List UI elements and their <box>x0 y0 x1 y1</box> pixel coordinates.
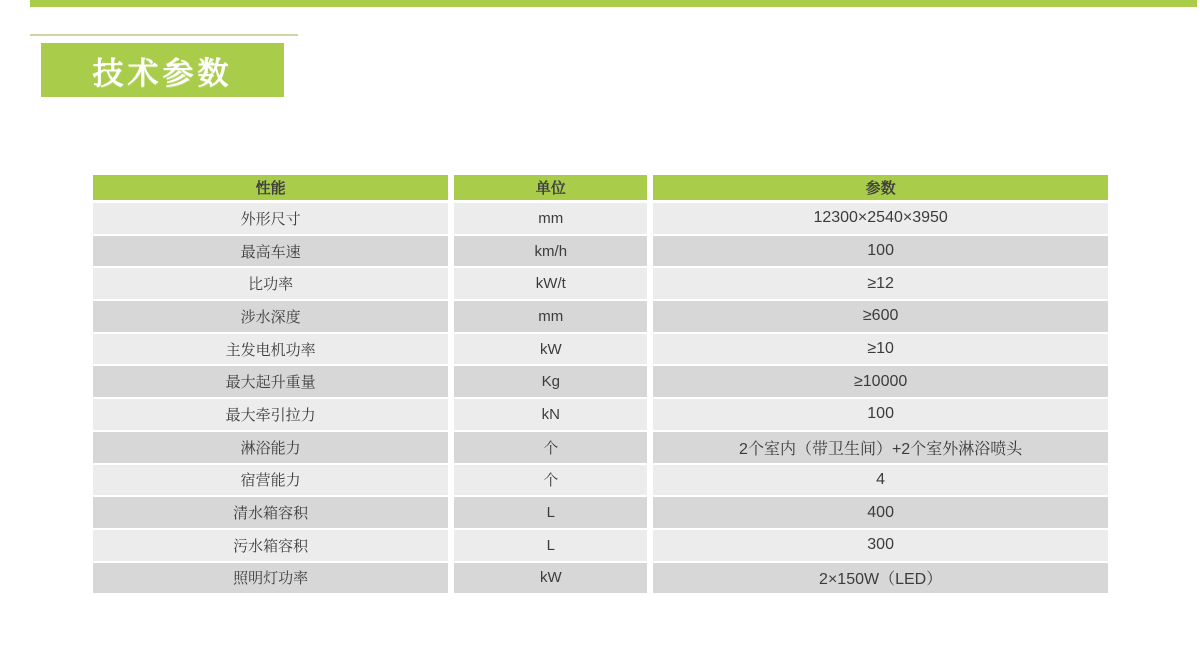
cell-performance: 清水箱容积 <box>93 497 454 530</box>
cell-parameter: 100 <box>653 236 1108 269</box>
cell-parameter: ≥600 <box>653 301 1108 334</box>
cell-unit: kW <box>454 563 653 596</box>
cell-unit: mm <box>454 203 653 236</box>
cell-performance: 最高车速 <box>93 236 454 269</box>
table-row <box>93 399 1108 432</box>
cell-parameter: 300 <box>653 530 1108 563</box>
cell-performance: 涉水深度 <box>93 301 454 334</box>
table-row <box>93 432 1108 465</box>
table-row <box>93 236 1108 269</box>
table-row <box>93 301 1108 334</box>
cell-unit: km/h <box>454 236 653 269</box>
cell-unit: mm <box>454 301 653 334</box>
cell-performance: 比功率 <box>93 268 454 301</box>
cell-unit: 个 <box>454 465 653 498</box>
table-row <box>93 366 1108 399</box>
cell-parameter: ≥10000 <box>653 366 1108 399</box>
cell-unit: kN <box>454 399 653 432</box>
cell-performance: 最大牵引拉力 <box>93 399 454 432</box>
cell-parameter: 4 <box>653 465 1108 498</box>
cell-unit: kW <box>454 334 653 367</box>
cell-unit: L <box>454 530 653 563</box>
page-title: 技术参数 <box>92 55 233 91</box>
cell-parameter: 100 <box>653 399 1108 432</box>
table-row <box>93 497 1108 530</box>
cell-performance: 污水箱容积 <box>93 530 454 563</box>
table-row <box>93 203 1108 236</box>
header-performance: 性能 <box>93 175 454 203</box>
table-row <box>93 530 1108 563</box>
cell-parameter: 2×150W（LED） <box>653 563 1108 596</box>
header-unit: 单位 <box>454 175 653 203</box>
cell-performance: 宿营能力 <box>93 465 454 498</box>
cell-unit: L <box>454 497 653 530</box>
table-header-row <box>93 175 1108 203</box>
title-badge <box>41 43 284 97</box>
table-row <box>93 563 1108 596</box>
cell-performance: 淋浴能力 <box>93 432 454 465</box>
cell-parameter: 2个室内（带卫生间）+2个室外淋浴喷头 <box>653 432 1108 465</box>
cell-unit: 个 <box>454 432 653 465</box>
cell-unit: kW/t <box>454 268 653 301</box>
cell-parameter: 12300×2540×3950 <box>653 203 1108 236</box>
table-row <box>93 268 1108 301</box>
cell-performance: 最大起升重量 <box>93 366 454 399</box>
table-row <box>93 334 1108 367</box>
top-accent-bar <box>30 0 1197 7</box>
cell-parameter: 400 <box>653 497 1108 530</box>
cell-parameter: ≥12 <box>653 268 1108 301</box>
cell-parameter: ≥10 <box>653 334 1108 367</box>
cell-performance: 照明灯功率 <box>93 563 454 596</box>
header-parameter: 参数 <box>653 175 1108 203</box>
title-accent-line <box>30 34 298 36</box>
spec-table <box>93 175 1108 595</box>
cell-performance: 外形尺寸 <box>93 203 454 236</box>
cell-performance: 主发电机功率 <box>93 334 454 367</box>
cell-unit: Kg <box>454 366 653 399</box>
table-row <box>93 465 1108 498</box>
